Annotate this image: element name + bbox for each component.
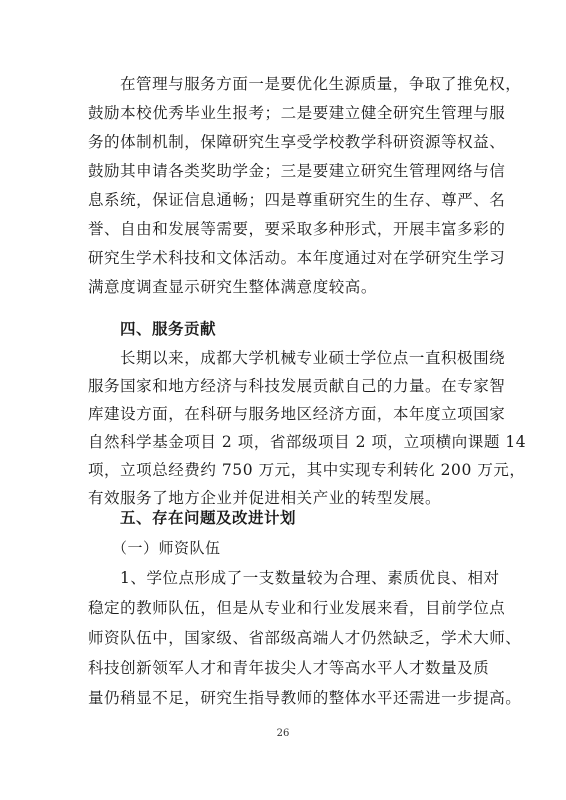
body-text-line: 在管理与服务方面一是要优化生源质量，争取了推免权， [120,75,522,93]
section-heading: 四、服务贡献 [120,320,217,338]
body-text-line: 项，立项总经费约 750 万元，其中实现专利转化 200 万元， [88,461,526,479]
section-heading: 五、存在问题及改进计划 [120,509,297,527]
body-text-line: 务的体制机制，保障研究生享受学校教学科研资源等权益、 [88,133,506,151]
body-text-line: 研究生学术科技和文体活动。本年度通过对在学研究生学习 [88,249,506,267]
body-text-line: 鼓励其申请各类奖助学金；三是要建立研究生管理网络与信 [88,162,506,180]
body-text-line: 科技创新领军人才和青年拔尖人才等高水平人才数量及质 [88,659,490,677]
body-text-line: 服务国家和地方经济与科技发展贡献自己的力量。在专家智 [88,377,506,395]
body-text-line: 长期以来，成都大学机械专业硕士学位点一直积极围绕 [120,349,506,367]
body-text-line: 稳定的教师队伍，但是从专业和行业发展来看，目前学位点 [88,599,506,617]
body-text-line: 息系统，保证信息通畅；四是尊重研究生的生存、尊严、名 [88,191,506,209]
body-text-line: 库建设方面，在科研与服务地区经济方面，本年度立项国家 [88,405,506,423]
body-text-line: 誉、自由和发展等需要，要采取多种形式，开展丰富多彩的 [88,220,506,238]
body-text-line: 师资队伍中，国家级、省部级高端人才仍然缺乏，学术大师、 [88,629,522,647]
body-text-line: 量仍稍显不足，研究生指导教师的整体水平还需进一步提高。 [88,689,522,707]
body-text-line: 满意度调查显示研究生整体满意度较高。 [88,278,377,296]
body-text-line: 1、学位点形成了一支数量较为合理、素质优良、相对 [120,569,500,587]
body-text-line: 鼓励本校优秀毕业生报考；二是要建立健全研究生管理与服 [88,104,506,122]
subsection-heading: （一）师资队伍 [112,539,221,557]
page-number: 26 [276,728,290,739]
body-text-line: 自然科学基金项目 2 项，省部级项目 2 项，立项横向课题 14 [88,433,527,451]
body-text-line: 有效服务了地方企业并促进相关产业的转型发展。 [88,489,442,507]
